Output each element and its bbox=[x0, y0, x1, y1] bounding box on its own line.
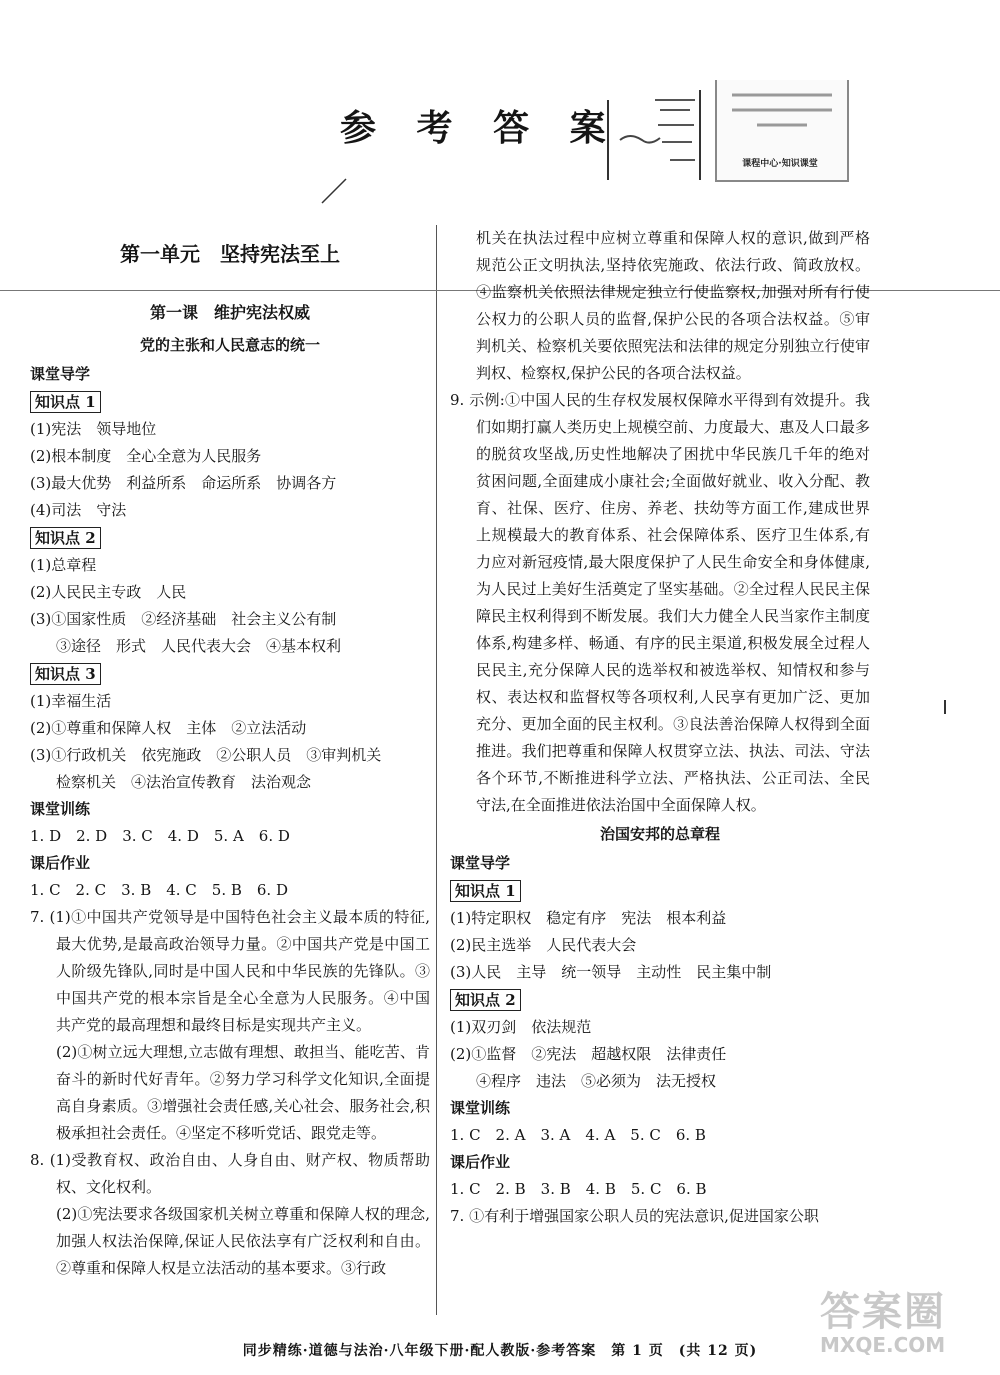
answer-paragraph: 7. (1)①中国共产党领导是中国特色社会主义最本质的特征,最大优势,是最高政治领导力量。②中国共产党是中国工人阶级先锋队,同时是中国人民和中华民族的先锋队。③中国共产党的根本宗旨是全心全意为人民服务。④中国共产党的最高理想和最终目标是实现共产主义。 bbox=[30, 908, 430, 1034]
answer-line: (3)最大优势 利益所系 命运所系 协调各方 bbox=[30, 474, 337, 492]
section-title: 治国安邦的总章程 bbox=[599, 825, 720, 843]
answer-line: 检察机关 ④法治宣传教育 法治观念 bbox=[56, 773, 312, 791]
left-column bbox=[30, 225, 430, 1282]
answer-line: (1)宪法 领导地位 bbox=[30, 420, 157, 438]
answer-line: (2)①尊重和保障人权 主体 ②立法活动 bbox=[30, 719, 307, 737]
answer-line: (4)司法 守法 bbox=[30, 501, 127, 519]
class-training-label: 课堂训练 bbox=[450, 1099, 511, 1117]
answer-line: (1)总章程 bbox=[30, 556, 97, 574]
answer-line: (1)幸福生活 bbox=[30, 692, 112, 710]
answer-paragraph: 机关在执法过程中应树立尊重和保障人权的意识,做到严格规范公正文明执法,坚持依宪施政、依法行政、简政放权。④监察机关依照法律规定独立行使监察权,加强对所有行使公权力的公职人员的监督,保护公民的各项合法权益。⑤审判机关、检察机关要依照宪法和法律的规定分别独立行使审判权、检察权,保护公民的各项合法权益。 bbox=[476, 229, 870, 382]
choice-answers: 1. C 2. B 3. B 4. B 5. C 6. B bbox=[450, 1180, 707, 1198]
answer-line: (1)双刃剑 依法规范 bbox=[450, 1018, 592, 1036]
answer-paragraph: (2)①树立远大理想,立志做有理想、敢担当、能吃苦、肯奋斗的新时代好青年。②努力学习科学文化知识,全面提高自身素质。③增强社会责任感,关心社会、服务社会,积极承担社会责任。④坚定不移听党话、跟党走等。 bbox=[56, 1043, 430, 1142]
section-title: 党的主张和人民意志的统一 bbox=[139, 336, 320, 354]
choice-answers: 1. C 2. C 3. B 4. C 5. B 6. D bbox=[30, 881, 288, 899]
answer-line: (1)特定职权 稳定有序 宪法 根本利益 bbox=[450, 909, 727, 927]
homework-label: 课后作业 bbox=[450, 1153, 511, 1171]
page-title: 参 考 答 案 bbox=[340, 107, 620, 149]
answer-line: (2)①监督 ②宪法 超越权限 法律责任 bbox=[450, 1045, 727, 1063]
knowledge-point-label: 知识点 3 bbox=[30, 663, 101, 685]
stamp-scrawl-icon bbox=[600, 80, 715, 190]
answer-paragraph: (2)①宪法要求各级国家机关树立尊重和保障人权的理念,加强人权法治保障,保证人民依法享有广泛权利和自由。②尊重和保障人权是立法活动的基本要求。③行政 bbox=[56, 1205, 430, 1277]
unit-title: 第一单元 坚持宪法至上 bbox=[120, 242, 340, 266]
column-divider bbox=[436, 225, 437, 1315]
watermark-logo: 答案圈 bbox=[820, 1289, 946, 1335]
answer-paragraph: 8. (1)受教育权、政治自由、人身自由、财产权、物质帮助权、文化权利。 bbox=[30, 1151, 430, 1196]
page-footer: 同步精练·道德与法治·八年级下册·配人教版·参考答案 第 1 页 (共 12 页) bbox=[242, 1343, 758, 1359]
answer-line: (2)民主选举 人民代表大会 bbox=[450, 936, 637, 954]
knowledge-point-label: 知识点 1 bbox=[450, 880, 521, 902]
answer-line: (2)人民民主专政 人民 bbox=[30, 583, 187, 601]
answer-line: (2)根本制度 全心全意为人民服务 bbox=[30, 447, 262, 465]
stray-mark bbox=[944, 700, 946, 714]
homework-label: 课后作业 bbox=[30, 854, 91, 872]
logo-graphic-icon bbox=[717, 80, 847, 150]
answer-line: (3)人民 主导 统一领导 主动性 民主集中制 bbox=[450, 963, 772, 981]
answer-line: (3)①行政机关 依宪施政 ②公职人员 ③审判机关 bbox=[30, 746, 382, 764]
watermark bbox=[820, 1290, 990, 1370]
answer-paragraph: 9. 示例:①中国人民的生存权发展权保障水平得到有效提升。我们如期打赢人类历史上规模空前、力度最大、惠及人口最多的脱贫攻坚战,历史性地解决了困扰中华民族几千年的绝对贫困问题,全面建成小康社会;全面做好就业、收入分配、教育、社保、医疗、住房、养老、扶幼等方面工作,建成世界上规模最大的教育体系、社会保障体系、医疗卫生体系,有力应对新冠疫情,最大限度保护了人民生命安全和身体健康,为人民过上美好生活奠定了坚实基础。②全过程人民民主保障民主权利得到不断发展。我们大力健全人民当家作主制度体系,构建多样、畅通、有序的民主渠道,积极发展全过程人民民主,充分保障人民的选举权和被选举权、知情权和参与权、表达权和监督权等各项权利,人民享有更加广泛、更加充分、更加全面的民主权利。③良法善治保障人权得到全面推进。我们把尊重和保障人权贯穿立法、执法、司法、守法各个环节,不断推进科学立法、严格执法、公正司法、全民守法,在全面推进依法治国中全面保障人权。 bbox=[450, 391, 870, 814]
knowledge-point-label: 知识点 2 bbox=[30, 527, 101, 549]
watermark-url: MXQE.COM bbox=[820, 1333, 946, 1357]
guide-label: 课堂导学 bbox=[450, 854, 511, 872]
logo-stamp bbox=[600, 80, 850, 190]
answer-line: ④程序 违法 ⑤必须为 法无授权 bbox=[476, 1072, 717, 1090]
answer-line: ③途径 形式 人民代表大会 ④基本权利 bbox=[56, 637, 342, 655]
choice-answers: 1. C 2. A 3. A 4. A 5. C 6. B bbox=[450, 1126, 706, 1144]
lesson-title: 第一课 维护宪法权威 bbox=[149, 303, 310, 322]
pen-stroke-icon bbox=[320, 175, 350, 205]
knowledge-point-label: 知识点 1 bbox=[30, 391, 101, 413]
choice-answers: 1. D 2. D 3. C 4. D 5. A 6. D bbox=[30, 827, 290, 845]
logo-caption: 课程中心·知识课堂 bbox=[742, 159, 818, 169]
knowledge-point-label: 知识点 2 bbox=[450, 989, 521, 1011]
answer-line: (3)①国家性质 ②经济基础 社会主义公有制 bbox=[30, 610, 337, 628]
guide-label: 课堂导学 bbox=[30, 365, 91, 383]
class-training-label: 课堂训练 bbox=[30, 800, 91, 818]
answer-line: 7. ①有利于增强国家公职人员的宪法意识,促进国家公职 bbox=[450, 1207, 819, 1225]
right-column bbox=[450, 225, 870, 1230]
